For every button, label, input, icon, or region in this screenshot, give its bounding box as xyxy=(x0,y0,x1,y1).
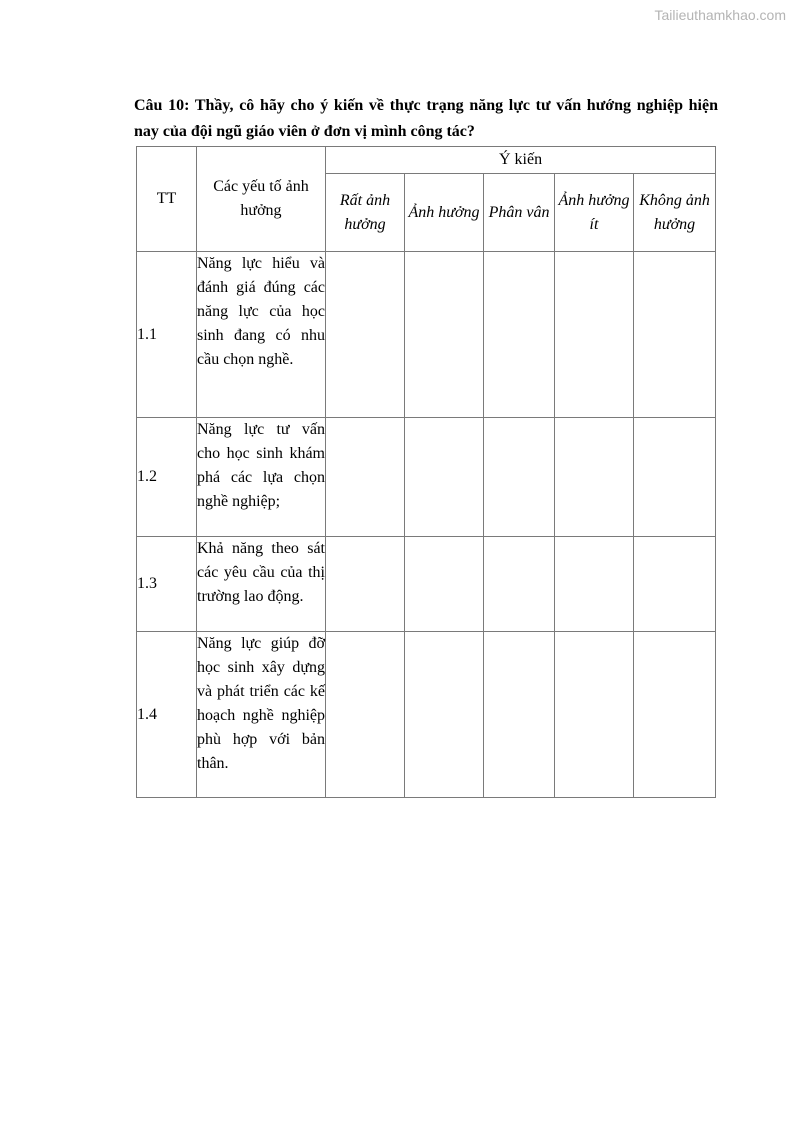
header-opinion: Ý kiến xyxy=(326,147,716,174)
factor-text: Năng lực giúp đỡ học sinh xây dựng và phát triển các kế hoạch nghề nghiệp phù hợp với bản thân. xyxy=(197,632,326,798)
answer-cell[interactable] xyxy=(326,632,405,798)
answer-cell[interactable] xyxy=(405,537,484,632)
header-option: Phân vân xyxy=(484,174,555,252)
question-text: Câu 10: Thầy, cô hãy cho ý kiến về thực trạng năng lực tư vấn hướng nghiệp hiện nay của đội ngũ giáo viên ở đơn vị mình công tác? xyxy=(134,97,718,140)
answer-cell[interactable] xyxy=(326,418,405,537)
table-row xyxy=(137,418,716,537)
row-number: 1.4 xyxy=(137,632,197,798)
answer-cell[interactable] xyxy=(634,252,716,418)
row-number: 1.3 xyxy=(137,537,197,632)
factor-text: Năng lực tư vấn cho học sinh khám phá các lựa chọn nghề nghiệp; xyxy=(197,418,326,537)
header-option: Ảnh hưởng ít xyxy=(555,174,634,252)
table-row xyxy=(137,632,716,798)
answer-cell[interactable] xyxy=(634,537,716,632)
answer-cell[interactable] xyxy=(405,252,484,418)
header-tt: TT xyxy=(137,147,197,252)
watermark: Tailieuthamkhao.com xyxy=(654,7,786,23)
answer-cell[interactable] xyxy=(555,252,634,418)
answer-cell[interactable] xyxy=(634,418,716,537)
answer-cell[interactable] xyxy=(326,537,405,632)
header-option: Rất ảnh hưởng xyxy=(326,174,405,252)
table-row xyxy=(137,252,716,418)
answer-cell[interactable] xyxy=(484,418,555,537)
answer-cell[interactable] xyxy=(634,632,716,798)
answer-cell[interactable] xyxy=(326,252,405,418)
header-option: Ảnh hưởng xyxy=(405,174,484,252)
answer-cell[interactable] xyxy=(555,418,634,537)
header-option: Không ảnh hưởng xyxy=(634,174,716,252)
answer-cell[interactable] xyxy=(484,252,555,418)
survey-table xyxy=(136,146,716,798)
row-number: 1.2 xyxy=(137,418,197,537)
answer-cell[interactable] xyxy=(555,537,634,632)
answer-cell[interactable] xyxy=(405,418,484,537)
factor-text: Năng lực hiểu và đánh giá đúng các năng lực của học sinh đang có nhu cầu chọn nghề. xyxy=(197,252,326,418)
answer-cell[interactable] xyxy=(484,537,555,632)
answer-cell[interactable] xyxy=(555,632,634,798)
factor-text: Khả năng theo sát các yêu cầu của thị trường lao động. xyxy=(197,537,326,632)
answer-cell[interactable] xyxy=(405,632,484,798)
table-row xyxy=(137,537,716,632)
header-factor: Các yếu tố ảnh hưởng xyxy=(197,147,326,252)
row-number: 1.1 xyxy=(137,252,197,418)
answer-cell[interactable] xyxy=(484,632,555,798)
